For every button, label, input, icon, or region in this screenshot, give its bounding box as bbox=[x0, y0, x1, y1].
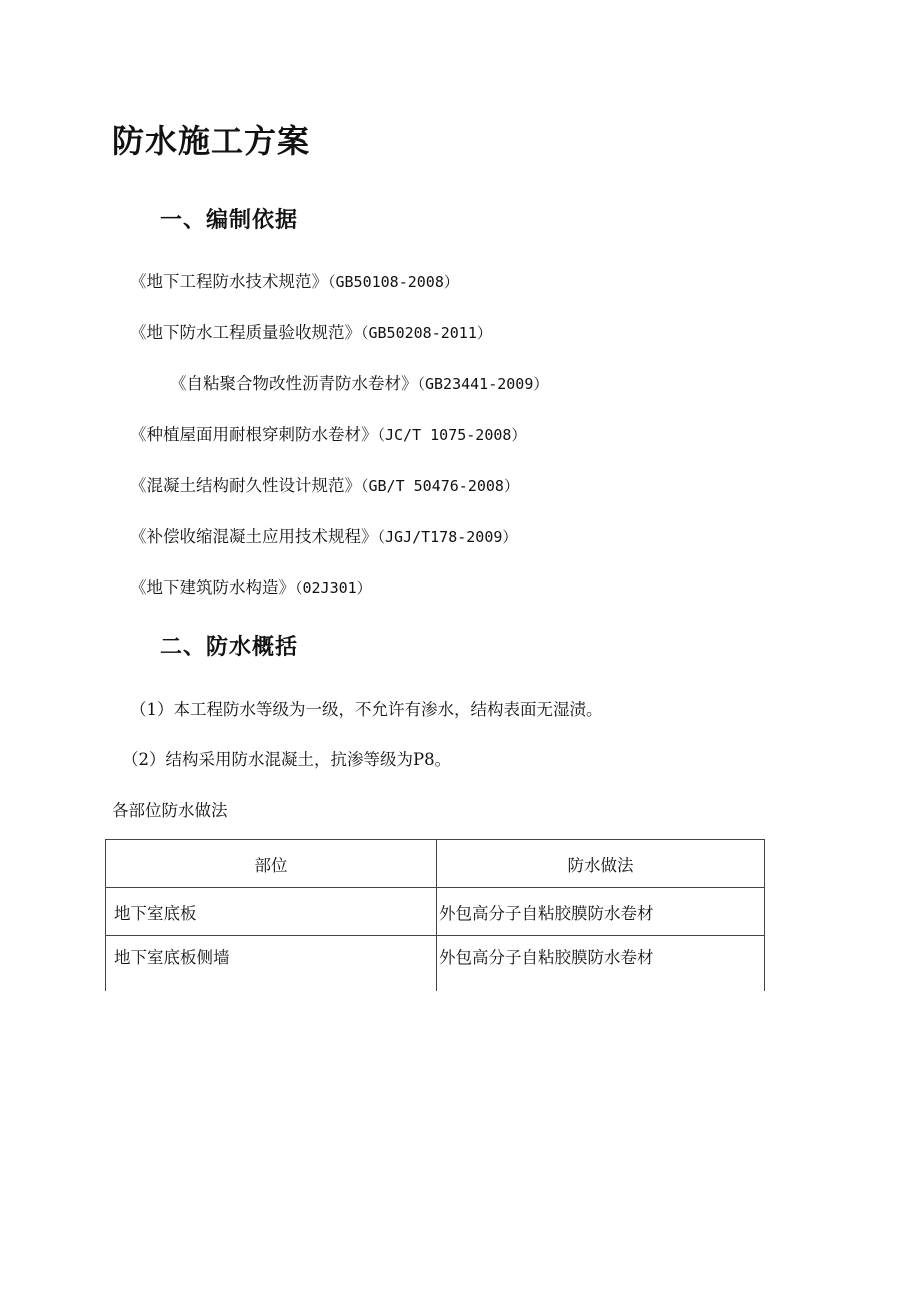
overview-paragraph: （2）结构采用防水混凝土，抗渗等级为P8。 bbox=[122, 750, 452, 769]
reference-code: （GB23441-2009） bbox=[417, 375, 549, 393]
reference-code: （GB50208-2011） bbox=[361, 324, 492, 342]
overview-paragraph: （1）本工程防水等级为一级，不允许有渗水，结构表面无湿渍。 bbox=[130, 700, 603, 719]
reference-item bbox=[130, 421, 526, 445]
reference-item bbox=[130, 319, 492, 343]
reference-name: 《混凝土结构耐久性设计规范》 bbox=[130, 476, 361, 495]
reference-code: （02J301） bbox=[295, 579, 372, 597]
reference-item bbox=[130, 268, 459, 292]
reference-code: （JGJ/T178-2009） bbox=[377, 528, 518, 546]
table-header-row bbox=[106, 840, 765, 888]
reference-code: （JC/T 1075-2008） bbox=[377, 426, 527, 444]
section-heading-overview: 二、防水概括 bbox=[160, 634, 299, 660]
document-title: 防水施工方案 bbox=[112, 122, 311, 160]
reference-item bbox=[170, 370, 548, 394]
reference-name: 《地下防水工程质量验收规范》 bbox=[130, 323, 361, 342]
reference-name: 《地下工程防水技术规范》 bbox=[130, 272, 328, 291]
table-caption: 各部位防水做法 bbox=[112, 801, 228, 820]
reference-item bbox=[130, 523, 517, 547]
table-row bbox=[106, 936, 765, 992]
table-cell-location: 地下室底板侧墙 bbox=[106, 936, 437, 992]
section-heading-basis: 一、编制依据 bbox=[160, 207, 299, 233]
reference-name: 《地下建筑防水构造》 bbox=[130, 578, 295, 597]
table-header-method: 防水做法 bbox=[437, 840, 765, 888]
reference-item bbox=[130, 472, 519, 496]
reference-item bbox=[130, 574, 372, 598]
reference-code: （GB/T 50476-2008） bbox=[361, 477, 519, 495]
waterproofing-method-table bbox=[105, 839, 765, 991]
reference-name: 《自粘聚合物改性沥青防水卷材》 bbox=[170, 374, 418, 393]
reference-name: 《补偿收缩混凝土应用技术规程》 bbox=[130, 527, 378, 546]
table-row bbox=[106, 888, 765, 936]
table-cell-location: 地下室底板 bbox=[106, 888, 437, 936]
table-cell-method: 外包高分子自粘胶膜防水卷材 bbox=[437, 936, 765, 992]
reference-name: 《种植屋面用耐根穿刺防水卷材》 bbox=[130, 425, 378, 444]
table-header-location: 部位 bbox=[106, 840, 437, 888]
reference-code: （GB50108-2008） bbox=[328, 273, 459, 291]
table-cell-method: 外包高分子自粘胶膜防水卷材 bbox=[437, 888, 765, 936]
